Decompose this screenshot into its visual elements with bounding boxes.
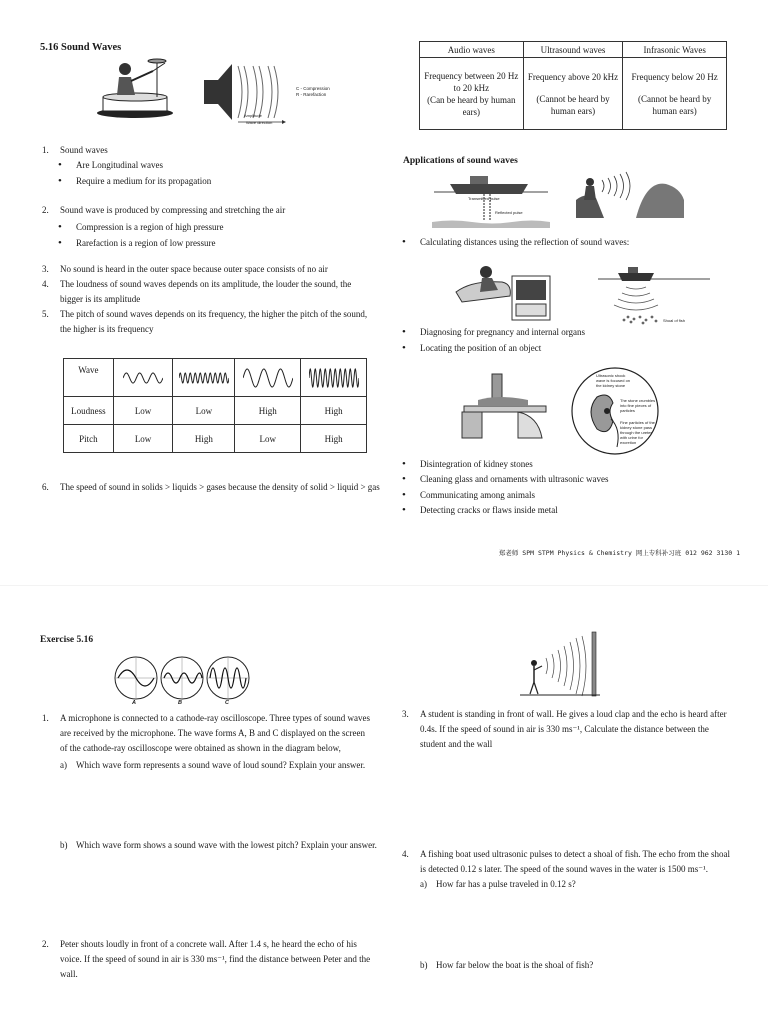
kidney-label-2: The stone crumbles into fine pieces of particles — [620, 398, 656, 413]
kidney-label-3: Fine particles of the kidney stone pass through the ureter with urine for excretion — [620, 420, 655, 445]
page-title: 5.16 Sound Waves — [40, 42, 122, 53]
sine-wave-path — [123, 373, 163, 383]
freq-cell: Frequency between 20 Hz to 20 kHz (Can be heard by human ears) — [420, 58, 524, 130]
exercise-title: Exercise 5.16 — [40, 635, 94, 645]
pitch-cell: Low — [235, 425, 301, 453]
echolocation-illustration — [576, 170, 684, 218]
wave-low-high — [173, 359, 235, 397]
scope-label-a: A — [132, 700, 136, 706]
loudness-cell: High — [235, 397, 301, 425]
app-bullet-animals: • Communicating among animals — [420, 488, 535, 503]
page-divider — [0, 585, 768, 586]
applications-heading: Applications of sound waves — [403, 156, 518, 166]
question-4a-label: a) — [420, 879, 427, 889]
lithotripsy-machine-illustration — [458, 372, 550, 444]
scope-label-b: B — [178, 700, 182, 706]
app-bullet-distance: • Calculating distances using the reflection of sound waves: — [420, 235, 629, 250]
app-bullet-cracks: • Detecting cracks or flaws inside metal — [420, 503, 558, 518]
point-2-bullet-2: • Rarefaction is a region of low pressure — [76, 236, 215, 251]
shoal-label: Shoal of fish — [663, 318, 686, 323]
question-1b: Which wave form shows a sound wave with the lowest pitch? Explain your answer. — [76, 840, 377, 850]
wave-direction-label: Wave direction — [246, 120, 273, 125]
freq-header: Audio waves — [420, 42, 524, 58]
sine-wave-path — [179, 373, 229, 383]
freq-header: Infrasonic Waves — [623, 42, 727, 58]
scope-label-c: C — [225, 700, 229, 706]
speaker-legend: C - Compression R - Rarefaction — [296, 86, 330, 97]
point-2-bullet-1: • Compression is a region of high pressure — [76, 220, 223, 235]
wave-table — [63, 358, 367, 453]
point-1-bullet-1: • Are Longitudinal waves — [76, 158, 163, 173]
boat-shoal-illustration — [598, 265, 710, 327]
frequency-table — [419, 41, 727, 130]
question-4b: How far below the boat is the shoal of fish? — [436, 960, 594, 970]
app-bullet-cleaning: • Cleaning glass and ornaments with ultrasonic waves — [420, 472, 608, 487]
reflected-pulse-label: Reflected pulse — [495, 210, 523, 215]
transmitted-pulse-label: Transmitted pulse — [468, 196, 500, 201]
sine-wave-path — [309, 369, 359, 387]
app-bullet-diagnosis: • Diagnosing for pregnancy and internal organs — [420, 325, 585, 340]
loudness-cell: Low — [173, 397, 235, 425]
app-bullet-locating: • Locating the position of an object — [420, 341, 541, 356]
wave-low-low — [113, 359, 172, 397]
pitch-label: Pitch — [64, 425, 114, 453]
question-4b-label: b) — [420, 960, 428, 970]
pitch-cell: Low — [113, 425, 172, 453]
amplitude-label: Amplitude — [244, 113, 262, 118]
pitch-cell: High — [173, 425, 235, 453]
wave-high-low — [235, 359, 301, 397]
question-1a-label: a) — [60, 760, 67, 770]
kidney-label-1: Ultrasonic shock wave is focused on the kidney stone — [596, 373, 631, 388]
wave-table-header: Wave — [64, 359, 114, 397]
wave-high-high — [301, 359, 367, 397]
clap-echo-illustration — [520, 628, 610, 698]
point-1-bullet-2: • Require a medium for its propagation — [76, 174, 211, 189]
freq-header: Ultrasound waves — [523, 42, 623, 58]
loudness-label: Loudness — [64, 397, 114, 425]
drummer-illustration — [95, 57, 175, 119]
ultrasound-scan-illustration — [452, 262, 552, 324]
question-1a: Which wave form represents a sound wave of loud sound? Explain your answer. — [76, 760, 366, 770]
loudness-cell: High — [301, 397, 367, 425]
freq-cell: Frequency below 20 Hz (Cannot be heard by human ears) — [623, 58, 727, 130]
app-bullet-kidney: • Disintegration of kidney stones — [420, 457, 533, 472]
sine-wave-path — [243, 369, 293, 387]
loudness-cell: Low — [113, 397, 172, 425]
freq-cell: Frequency above 20 kHz (Cannot be heard by human ears) — [523, 58, 623, 130]
page-footer: 郑老师 SPM STPM Physics & Chemistry 网上专科补习班 012 962 3130 1 — [498, 549, 740, 557]
question-1b-label: b) — [60, 840, 68, 850]
pitch-cell: High — [301, 425, 367, 453]
question-4a: How far has a pulse traveled in 0.12 s? — [436, 879, 576, 889]
